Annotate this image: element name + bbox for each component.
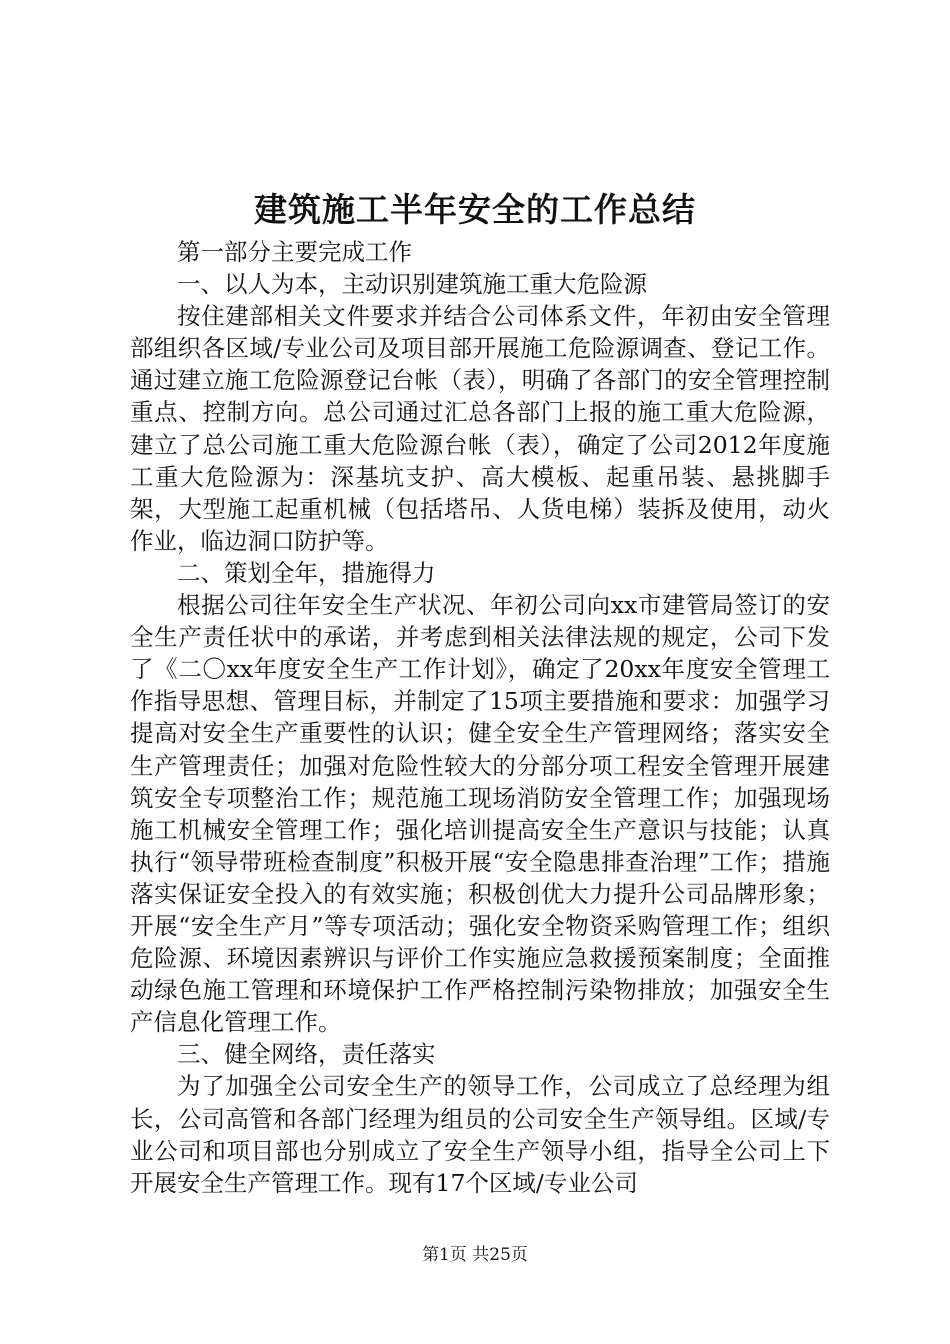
subsection-heading: 二、策划全年，措施得力 <box>177 558 436 587</box>
body-paragraph: 为了加强全公司安全生产的领导工作，公司成立了总经理为组长，公司高管和各部门经理为组员的公司安全生产领导组。区域/专业公司和项目部也分别成立了安全生产领导小组，指导全公司上下开展安全生产管理工作。现有17个区域/专业公司 <box>130 1072 830 1197</box>
page-footer: 第1页 共25页 <box>422 1245 528 1265</box>
section-heading: 第一部分主要完成工作 <box>177 238 412 266</box>
document-body <box>130 236 830 1199</box>
body-paragraph: 根据公司往年安全生产状况、年初公司向xx市建管局签订的安全生产责任状中的承诺，并考虑到相关法律法规的规定，公司下发了《二〇xx年度安全生产工作计划》，确定了20xx年度安全管理工作指导思想、管理目标，并制定了15项主要措施和要求：加强学习提高对安全生产重要性的认识；健全安全生产管理网络；落实安全生产管理责任；加强对危险性较大的分部分项工程安全管理开展建筑安全专项整治工作；规范施工现场消防安全管理工作；加强现场施工机械安全管理工作；强化培训提高安全生产意识与技能；认真执行“领导带班检查制度”积极开展“安全隐患排查治理”工作；措施落实保证安全投入的有效实施；积极创优大力提升公司品牌形象；开展“安全生产月”等专项活动；强化安全物资采购管理工作；组织危险源、环境因素辨识与评价工作实施应急救援预案制度；全面推动绿色施工管理和环境保护工作严格控制污染物排放；加强安全生产信息化管理工作。 <box>130 591 830 1037</box>
document-title: 建筑施工半年安全的工作总结 <box>254 190 696 229</box>
subsection-heading: 三、健全网络，责任落实 <box>177 1040 436 1069</box>
body-paragraph: 按住建部相关文件要求并结合公司体系文件，年初由安全管理部组织各区域/专业公司及项目部开展施工危险源调查、登记工作。通过建立施工危险源登记台帐（表），明确了各部门的安全管理控制重点、控制方向。总公司通过汇总各部门上报的施工重大危险源，建立了总公司施工重大危险源台帐（表），确定了公司2012年度施工重大危险源为：深基坑支护、高大模板、起重吊装、悬挑脚手架，大型施工起重机械（包括塔吊、人货电梯）装拆及使用，动火作业，临边洞口防护等。 <box>130 302 830 555</box>
subsection-heading: 一、以人为本，主动识别建筑施工重大危险源 <box>177 270 647 299</box>
